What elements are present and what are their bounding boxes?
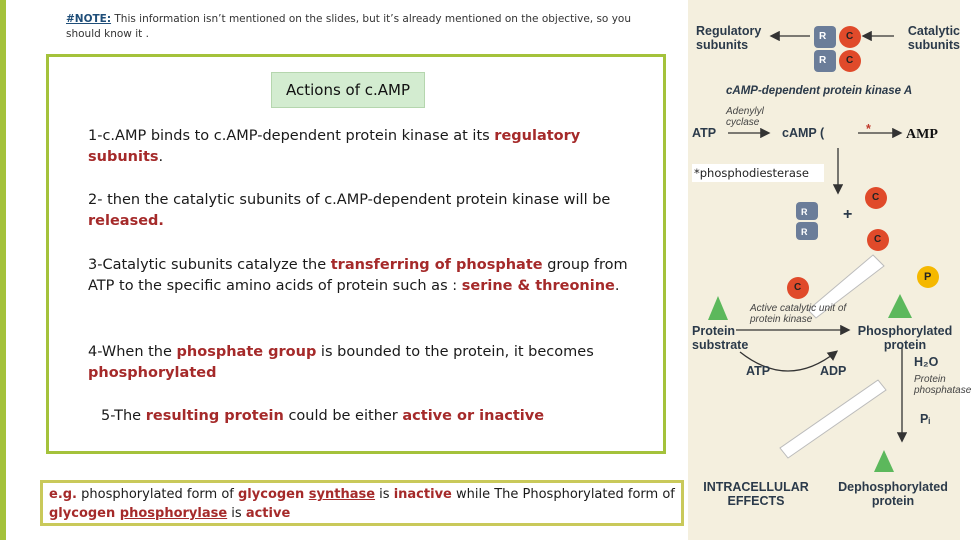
example-text-3: while The Phosphorylated form of — [451, 487, 675, 502]
point-5-text: 5-The — [101, 408, 146, 424]
point-1-end: . — [158, 149, 164, 165]
label-intracellular-effects: INTRACELLULAR EFFECTS — [703, 480, 809, 508]
example-box — [40, 480, 684, 526]
label-active-unit: Active catalytic unit of protein kinase — [750, 303, 847, 325]
point-1-highlight: regulatory subunits — [88, 128, 581, 165]
point-2-highlight: released. — [88, 213, 164, 229]
star-mark: * — [866, 122, 871, 136]
note-tag: #NOTE: — [66, 13, 112, 25]
note-text — [66, 12, 666, 42]
c-label-2: C — [846, 55, 854, 66]
main-content-box — [46, 54, 666, 454]
point-4 — [88, 342, 648, 384]
point-1-text: 1-c.AMP binds to c.AMP-dependent protein kinase at its — [88, 128, 495, 144]
r-label-4: R — [801, 227, 808, 237]
example-word-1b: synthase — [308, 487, 376, 502]
label-adenylyl: Adenylyl cyclase — [726, 106, 764, 128]
note-body: This information isn’t mentioned on the slides, but it’s already mentioned on the objective, so you should know it . — [66, 13, 631, 40]
phosphodiesterase-note: *phosphodiesterase — [692, 164, 824, 182]
label-catalytic: Catalytic subunits — [907, 24, 960, 52]
point-3 — [88, 255, 648, 297]
point-2 — [88, 190, 648, 232]
c-label-3: C — [872, 192, 880, 203]
point-4-text: 4-When the — [88, 344, 177, 360]
label-pka: cAMP-dependent protein kinase A — [726, 85, 913, 97]
example-word-2: inactive — [393, 487, 452, 502]
label-protein-phosphatase: Protein phosphatase — [914, 374, 971, 396]
effects-arrow — [780, 380, 886, 458]
point-3-highlight: transferring of phosphate — [330, 257, 543, 273]
plus-sign: + — [843, 206, 853, 223]
example-text-2: is — [375, 487, 394, 502]
r-label-3: R — [801, 207, 808, 217]
example-text-4: is — [227, 506, 246, 521]
r-label-1: R — [819, 31, 827, 42]
p-label: P — [924, 271, 932, 283]
label-adp: ADP — [820, 364, 847, 378]
example-text-1: phosphorylated form of — [77, 487, 238, 502]
example-word-3b: phosphorylase — [119, 506, 228, 521]
label-protein-substrate: Protein substrate — [692, 324, 749, 352]
point-5-highlight-2: active or inactive — [402, 408, 545, 424]
point-4-text-2: is bounded to the protein, it becomes — [316, 344, 594, 360]
point-3-text: 3-Catalytic subunits catalyze the — [88, 257, 331, 273]
r-label-2: R — [819, 55, 827, 66]
dephosphorylated-protein-icon — [874, 450, 894, 472]
example-label: e.g. — [49, 487, 77, 502]
label-regulatory: Regulatory subunits — [696, 24, 762, 52]
point-5-text-2: could be either — [283, 408, 403, 424]
c-label-5: C — [794, 282, 802, 293]
section-title: Actions of c.AMP — [271, 72, 425, 108]
example-word-4: active — [245, 506, 291, 521]
label-pi: Pᵢ — [920, 412, 931, 426]
label-atp-top: ATP — [692, 126, 717, 140]
phosphorylated-protein-icon — [888, 294, 912, 318]
example-word-3: glycogen — [49, 506, 120, 521]
pka-diagram — [688, 0, 971, 540]
point-3-text-2: group from ATP to the specific amino acids of protein such as : — [88, 257, 628, 294]
point-2-text: 2- then the catalytic subunits of c.AMP-dependent protein kinase will be — [88, 192, 611, 208]
c-label-4: C — [874, 234, 882, 245]
accent-bar — [0, 0, 6, 540]
point-3-highlight-2: serine & threonine — [461, 278, 615, 294]
label-amp: AMP — [906, 127, 938, 142]
example-word-1: glycogen — [238, 487, 309, 502]
label-atp: ATP — [746, 364, 771, 378]
point-5 — [101, 406, 661, 427]
diagram-graphics — [688, 0, 971, 540]
point-5-highlight: resulting protein — [145, 408, 284, 424]
point-3-end: . — [614, 278, 620, 294]
label-camp: cAMP ( — [782, 126, 825, 140]
label-dephosphorylated-protein: Dephosphorylated protein — [838, 480, 948, 508]
point-4-highlight-2: phosphorylated — [88, 365, 217, 381]
c-label-1: C — [846, 31, 854, 42]
point-1 — [88, 126, 648, 168]
label-h2o: H₂O — [914, 355, 939, 369]
protein-substrate-icon — [708, 296, 728, 320]
point-4-highlight: phosphate group — [176, 344, 317, 360]
label-phosphorylated-protein: Phosphorylated protein — [857, 324, 953, 352]
